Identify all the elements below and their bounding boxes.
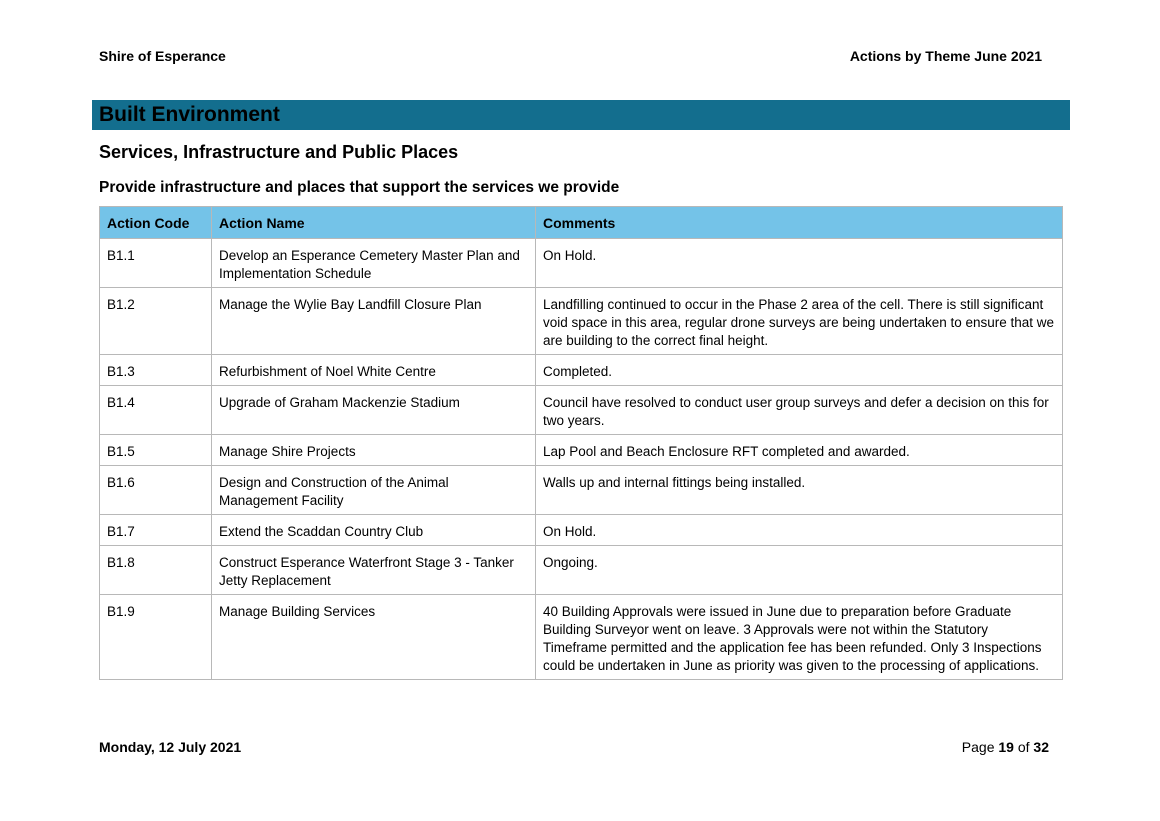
table-row [100,355,1063,386]
comment-cell: Completed. [536,355,1063,386]
table-row [100,466,1063,515]
table-header-row [100,207,1063,239]
action-code-cell: B1.5 [100,435,212,466]
theme-title: Built Environment [99,103,280,126]
action-name-cell: Design and Construction of the Animal Management Facility [212,466,536,515]
comment-cell: On Hold. [536,239,1063,288]
page-total: 32 [1033,739,1049,755]
comment-cell: Lap Pool and Beach Enclosure RFT completed and awarded. [536,435,1063,466]
action-name-cell: Refurbishment of Noel White Centre [212,355,536,386]
action-name-cell: Upgrade of Graham Mackenzie Stadium [212,386,536,435]
action-name-cell: Manage Building Services [212,595,536,680]
column-header-action-code: Action Code [100,207,212,239]
section-title: Services, Infrastructure and Public Places [99,142,459,162]
table-row [100,288,1063,355]
action-code-cell: B1.2 [100,288,212,355]
action-code-cell: B1.8 [100,546,212,595]
table-row [100,386,1063,435]
table-row [100,239,1063,288]
table-row [100,546,1063,595]
comment-cell: Council have resolved to conduct user group surveys and defer a decision on this for two years. [536,386,1063,435]
table-row [100,595,1063,680]
table-row [100,435,1063,466]
action-code-cell: B1.7 [100,515,212,546]
footer-page-number [962,739,1049,755]
header-report-title: Actions by Theme June 2021 [849,48,1042,64]
action-code-cell: B1.1 [100,239,212,288]
action-code-cell: B1.3 [100,355,212,386]
action-name-cell: Manage the Wylie Bay Landfill Closure Plan [212,288,536,355]
action-code-cell: B1.9 [100,595,212,680]
actions-table [99,206,1063,680]
comment-cell: Landfilling continued to occur in the Phase 2 area of the cell. There is still significant void space in this area, regular drone surveys are being undertaken to ensure that we are building to the correct final height. [536,288,1063,355]
footer-date: Monday, 12 July 2021 [99,739,242,755]
action-code-cell: B1.6 [100,466,212,515]
action-name-cell: Develop an Esperance Cemetery Master Plan and Implementation Schedule [212,239,536,288]
comment-cell: Ongoing. [536,546,1063,595]
theme-banner [92,100,1070,130]
action-code-cell: B1.4 [100,386,212,435]
header-organisation: Shire of Esperance [99,48,226,64]
page-of-label: of [1017,739,1030,755]
action-name-cell: Manage Shire Projects [212,435,536,466]
column-header-action-name: Action Name [212,207,536,239]
action-name-cell: Extend the Scaddan Country Club [212,515,536,546]
action-name-cell: Construct Esperance Waterfront Stage 3 - Tanker Jetty Replacement [212,546,536,595]
page-label: Page [961,739,995,755]
comment-cell: On Hold. [536,515,1063,546]
column-header-comments: Comments [536,207,1063,239]
comment-cell: 40 Building Approvals were issued in June due to preparation before Graduate Building Surveyor went on leave. 3 Approvals were not within the Statutory Timeframe permitted and the application fee has been refunded. Only 3 Inspections could be undertaken in June as priority was given to the processing of applications. [536,595,1063,680]
page-current: 19 [998,739,1014,755]
comment-cell: Walls up and internal fittings being installed. [536,466,1063,515]
section-objective: Provide infrastructure and places that support the services we provide [99,179,620,196]
table-row [100,515,1063,546]
